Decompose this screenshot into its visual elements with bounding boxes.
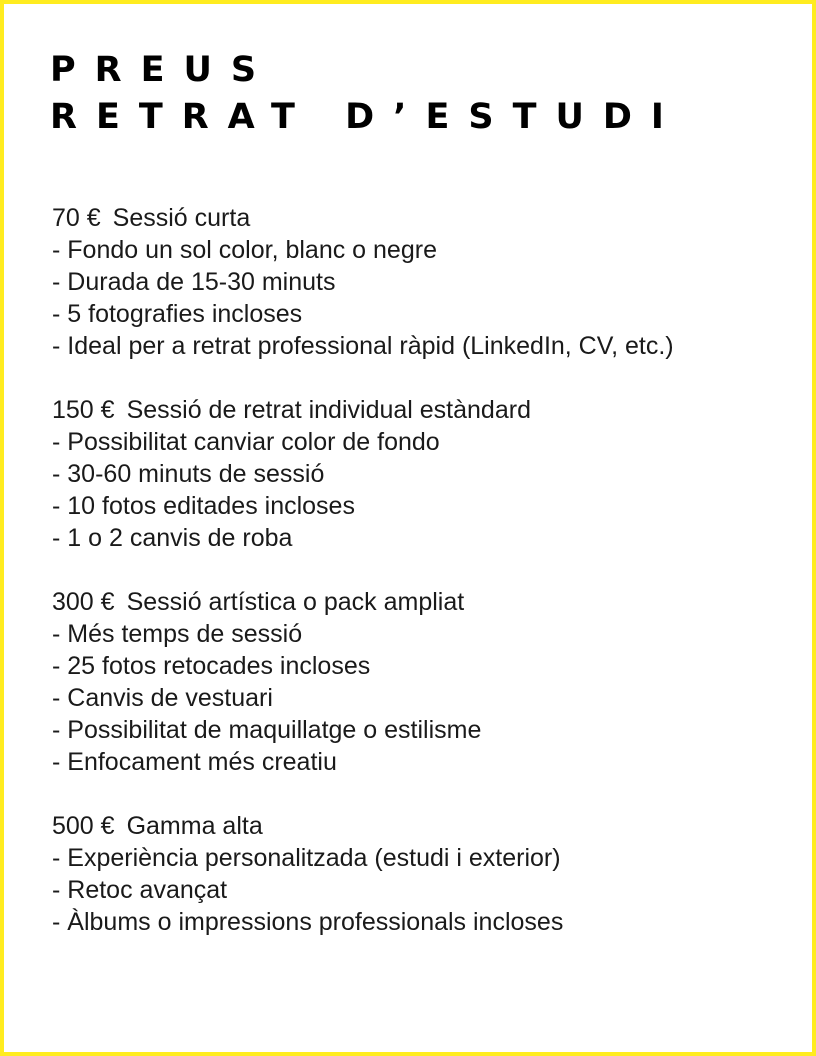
feature-list — [52, 426, 752, 554]
bullet-dash: - — [52, 300, 68, 328]
feature-text: Fondo un sol color, blanc o negre — [67, 236, 437, 264]
feature-list — [52, 618, 752, 778]
bullet-dash: - — [52, 236, 68, 264]
section-price: 300 € — [52, 588, 115, 616]
bullet-dash: - — [52, 524, 68, 552]
feature-text: Possibilitat de maquillatge o estilisme — [67, 716, 482, 744]
feature-item — [52, 618, 752, 650]
feature-item — [52, 490, 752, 522]
bullet-dash: - — [52, 652, 68, 680]
feature-text: Durada de 15-30 minuts — [67, 268, 336, 296]
feature-item — [52, 746, 752, 778]
feature-text: Àlbums o impressions professionals incloses — [67, 908, 564, 936]
section-heading — [52, 810, 752, 842]
section-name: Sessió de retrat individual estàndard — [126, 396, 531, 424]
feature-text: Retoc avançat — [67, 876, 228, 904]
pricing-section — [52, 810, 752, 938]
feature-text: Experiència personalitzada (estudi i exterior) — [67, 844, 561, 872]
pricing-section — [52, 394, 752, 554]
section-heading — [52, 586, 752, 618]
pricing-content — [52, 202, 752, 970]
section-name: Sessió artística o pack ampliat — [126, 588, 465, 616]
bullet-dash: - — [52, 684, 68, 712]
feature-text: 5 fotografies incloses — [67, 300, 303, 328]
bullet-dash: - — [52, 876, 68, 904]
bullet-dash: - — [52, 428, 68, 456]
title-line-2: RETRAT D’ESTUDI — [50, 97, 683, 137]
section-price: 70 € — [52, 204, 101, 232]
section-price: 500 € — [52, 812, 115, 840]
feature-list — [52, 842, 752, 938]
feature-text: Enfocament més creatiu — [67, 748, 337, 776]
feature-text: Més temps de sessió — [67, 620, 303, 648]
feature-item — [52, 842, 752, 874]
section-heading — [52, 394, 752, 426]
feature-item — [52, 906, 752, 938]
feature-list — [52, 234, 752, 362]
feature-item — [52, 426, 752, 458]
feature-text: Possibilitat canviar color de fondo — [67, 428, 440, 456]
pricing-section — [52, 586, 752, 778]
feature-item — [52, 458, 752, 490]
bullet-dash: - — [52, 620, 68, 648]
feature-item — [52, 330, 752, 362]
bullet-dash: - — [52, 716, 68, 744]
feature-item — [52, 874, 752, 906]
feature-item — [52, 682, 752, 714]
feature-text: Ideal per a retrat professional ràpid (LinkedIn, CV, etc.) — [67, 332, 674, 360]
bullet-dash: - — [52, 748, 68, 776]
feature-text: 30-60 minuts de sessió — [67, 460, 325, 488]
feature-item — [52, 650, 752, 682]
bullet-dash: - — [52, 492, 68, 520]
bullet-dash: - — [52, 268, 68, 296]
feature-text: 1 o 2 canvis de roba — [67, 524, 293, 552]
bullet-dash: - — [52, 332, 68, 360]
feature-text: 25 fotos retocades incloses — [67, 652, 371, 680]
pricing-section — [52, 202, 752, 362]
section-name: Gamma alta — [126, 812, 263, 840]
feature-item — [52, 298, 752, 330]
bullet-dash: - — [52, 844, 68, 872]
section-price: 150 € — [52, 396, 115, 424]
feature-item — [52, 714, 752, 746]
section-heading — [52, 202, 752, 234]
feature-text: Canvis de vestuari — [67, 684, 273, 712]
feature-item — [52, 266, 752, 298]
feature-item — [52, 234, 752, 266]
bullet-dash: - — [52, 908, 68, 936]
feature-item — [52, 522, 752, 554]
page-title — [50, 47, 683, 141]
bullet-dash: - — [52, 460, 68, 488]
feature-text: 10 fotos editades incloses — [67, 492, 355, 520]
section-name: Sessió curta — [112, 204, 251, 232]
title-line-1: PREUS — [50, 50, 276, 90]
